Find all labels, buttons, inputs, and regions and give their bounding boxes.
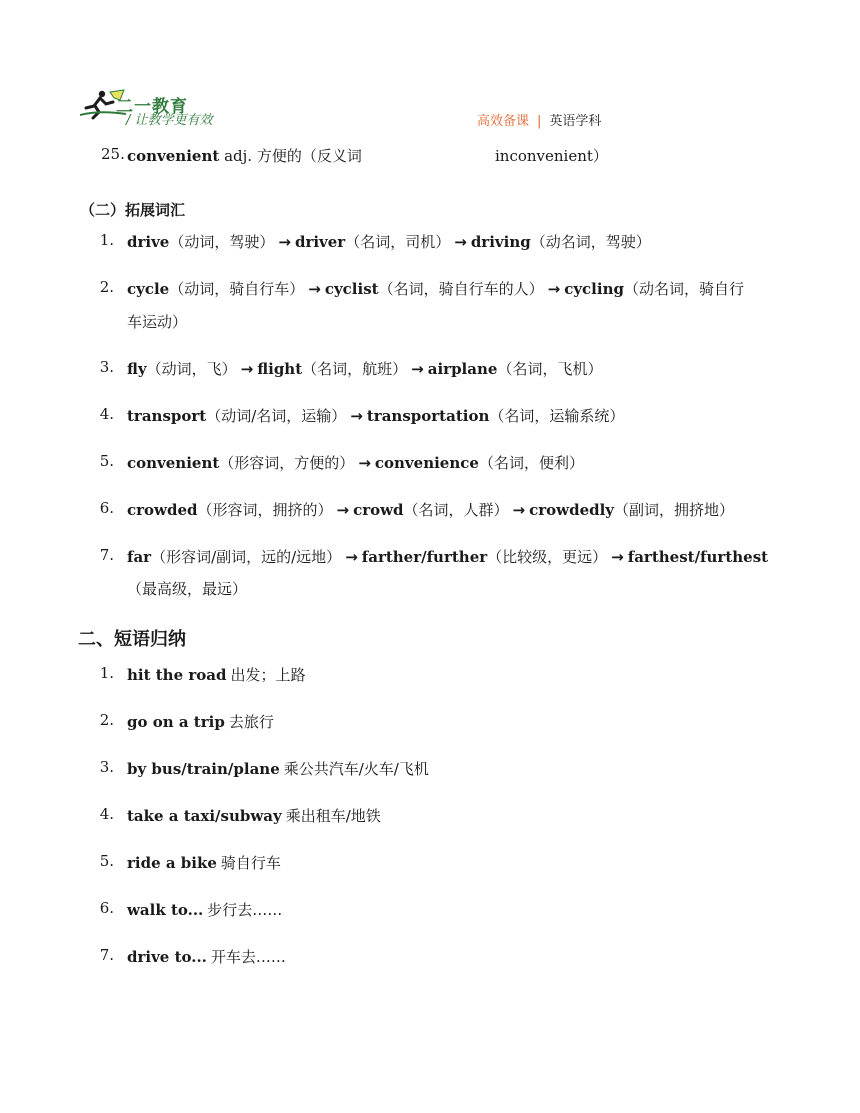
item-text [127, 758, 429, 779]
item-text [127, 805, 381, 826]
item-text [127, 452, 584, 473]
arrow-icon: → [454, 233, 467, 251]
item-text [127, 546, 768, 567]
vocab-word: airplane [427, 360, 498, 378]
phrase-text: hit the road [127, 666, 227, 684]
vocab-word: cycle [127, 280, 170, 298]
item-number: 3. [99, 758, 114, 776]
vocab-gloss: （名词，人群） [403, 501, 509, 519]
header-tag: 高效备课 [477, 114, 530, 129]
antonym: inconvenient） [495, 147, 608, 165]
arrow-icon: → [240, 360, 254, 378]
arrow-icon: → [411, 360, 424, 378]
logo-slogan: / 让教学更有效 [126, 113, 213, 128]
item-text [127, 852, 281, 873]
item-text [127, 358, 602, 379]
vocab-word: crowdedly [529, 501, 615, 519]
vocab-gloss: （动词/名词，运输） [206, 407, 347, 425]
item-number: 5. [99, 452, 114, 470]
vocab-gloss: （动名词，驾驶） [530, 233, 651, 251]
item-text [127, 405, 624, 426]
vocab-gloss: （形容词/副词，远的/远地） [151, 548, 342, 566]
vocab-gloss: （名词，便利） [478, 454, 584, 472]
vocab-word: flight [257, 360, 303, 378]
vocab-word: convenient [127, 454, 220, 472]
vocab-word: transport [127, 407, 207, 425]
item-text [127, 145, 362, 166]
vocab-word: convenience [374, 454, 479, 472]
vocab-word: convenient [127, 147, 220, 165]
arrow-icon: → [278, 233, 291, 251]
vocab-word: crowded [127, 501, 198, 519]
item-number: 25. [101, 145, 125, 163]
phrase-meaning: 骑自行车 [220, 854, 281, 872]
phrase-text: walk to... [127, 901, 204, 919]
item-number: 6. [99, 499, 114, 517]
phrase-text: take a taxi/subway [127, 807, 282, 825]
header-subject [477, 110, 601, 129]
arrow-icon: → [358, 454, 371, 472]
section-heading-expand: （二）拓展词汇 [80, 201, 186, 219]
vocab-gloss: （动名词，骑自行 [623, 280, 744, 298]
item-text [127, 499, 734, 520]
vocab-gloss: （名词，航班） [302, 360, 408, 378]
item-number: 6. [99, 899, 114, 917]
expand-item-continuation: （最高级，最远） [127, 580, 248, 598]
phrase-meaning: 出发；上路 [230, 666, 306, 684]
item-number: 1. [99, 231, 114, 249]
header-separator: | [537, 114, 542, 129]
phrase-text: ride a bike [127, 854, 217, 872]
part-of-speech: adj. [224, 147, 253, 165]
arrow-icon: → [350, 407, 363, 425]
item-number: 3. [99, 358, 114, 376]
item-number: 2. [99, 711, 114, 729]
phrase-meaning: 开车去…… [210, 948, 286, 966]
arrow-icon: → [547, 280, 561, 298]
item-number: 1. [99, 664, 114, 682]
vocab-gloss: （形容词，方便的） [219, 454, 355, 472]
vocab-word: farther/further [361, 548, 488, 566]
phrase-meaning: 去旅行 [228, 713, 274, 731]
item-number: 4. [99, 405, 114, 423]
vocab-word: driver [294, 233, 346, 251]
vocab-word: driving [470, 233, 531, 251]
vocab-word: far [127, 548, 152, 566]
item-text [127, 231, 651, 252]
vocab-word: cycling [564, 280, 624, 298]
item-number: 2. [99, 278, 114, 296]
page-header [80, 88, 780, 132]
vocab-word: cyclist [324, 280, 379, 298]
vocab-gloss: （副词，拥挤地） [614, 501, 735, 519]
item-number: 7. [99, 546, 114, 564]
arrow-icon: → [308, 280, 321, 298]
phrase-meaning: 乘出租车/地铁 [285, 807, 381, 825]
item-number: 5. [99, 852, 114, 870]
arrow-icon: → [611, 548, 624, 566]
vocab-gloss: （比较级，更远） [487, 548, 608, 566]
vocab-gloss: （名词，飞机） [497, 360, 603, 378]
vocab-gloss: （名词，骑自行车的人） [378, 280, 544, 298]
vocab-word: farthest/furthest [627, 548, 769, 566]
arrow-icon: → [345, 548, 358, 566]
phrase-text: go on a trip [127, 713, 225, 731]
item-text [127, 899, 282, 920]
vocab-gloss: （形容词，拥挤的） [197, 501, 333, 519]
logo-name: 二一教育 [116, 97, 188, 117]
vocab-word: transportation [366, 407, 490, 425]
phrase-meaning: 乘公共汽车/火车/飞机 [283, 760, 429, 778]
section-heading-phrases: 二、短语归纳 [78, 629, 186, 650]
item-text [127, 664, 306, 685]
item-text [127, 711, 274, 732]
vocab-gloss: （动词，飞） [146, 360, 237, 378]
vocab-meaning: 方便的（反义词 [256, 147, 362, 165]
phrase-text: by bus/train/plane [127, 760, 280, 778]
vocab-word: drive [127, 233, 170, 251]
phrase-text: drive to... [127, 948, 207, 966]
item-number: 4. [99, 805, 114, 823]
vocab-gloss: （名词，运输系统） [489, 407, 625, 425]
vocab-word: crowd [353, 501, 404, 519]
item-number: 7. [99, 946, 114, 964]
arrow-icon: → [336, 501, 350, 519]
expand-item-continuation: 车运动） [127, 313, 188, 331]
header-subject-label: 英语学科 [549, 114, 602, 129]
vocab-gloss: （动词，驾驶） [169, 233, 275, 251]
item-text [127, 946, 286, 967]
vocab-word: fly [127, 360, 147, 378]
phrase-meaning: 步行去…… [207, 901, 283, 919]
vocab-gloss: （名词，司机） [345, 233, 451, 251]
arrow-icon: → [512, 501, 526, 519]
item-text [127, 278, 744, 299]
vocab-gloss: （动词，骑自行车） [169, 280, 305, 298]
